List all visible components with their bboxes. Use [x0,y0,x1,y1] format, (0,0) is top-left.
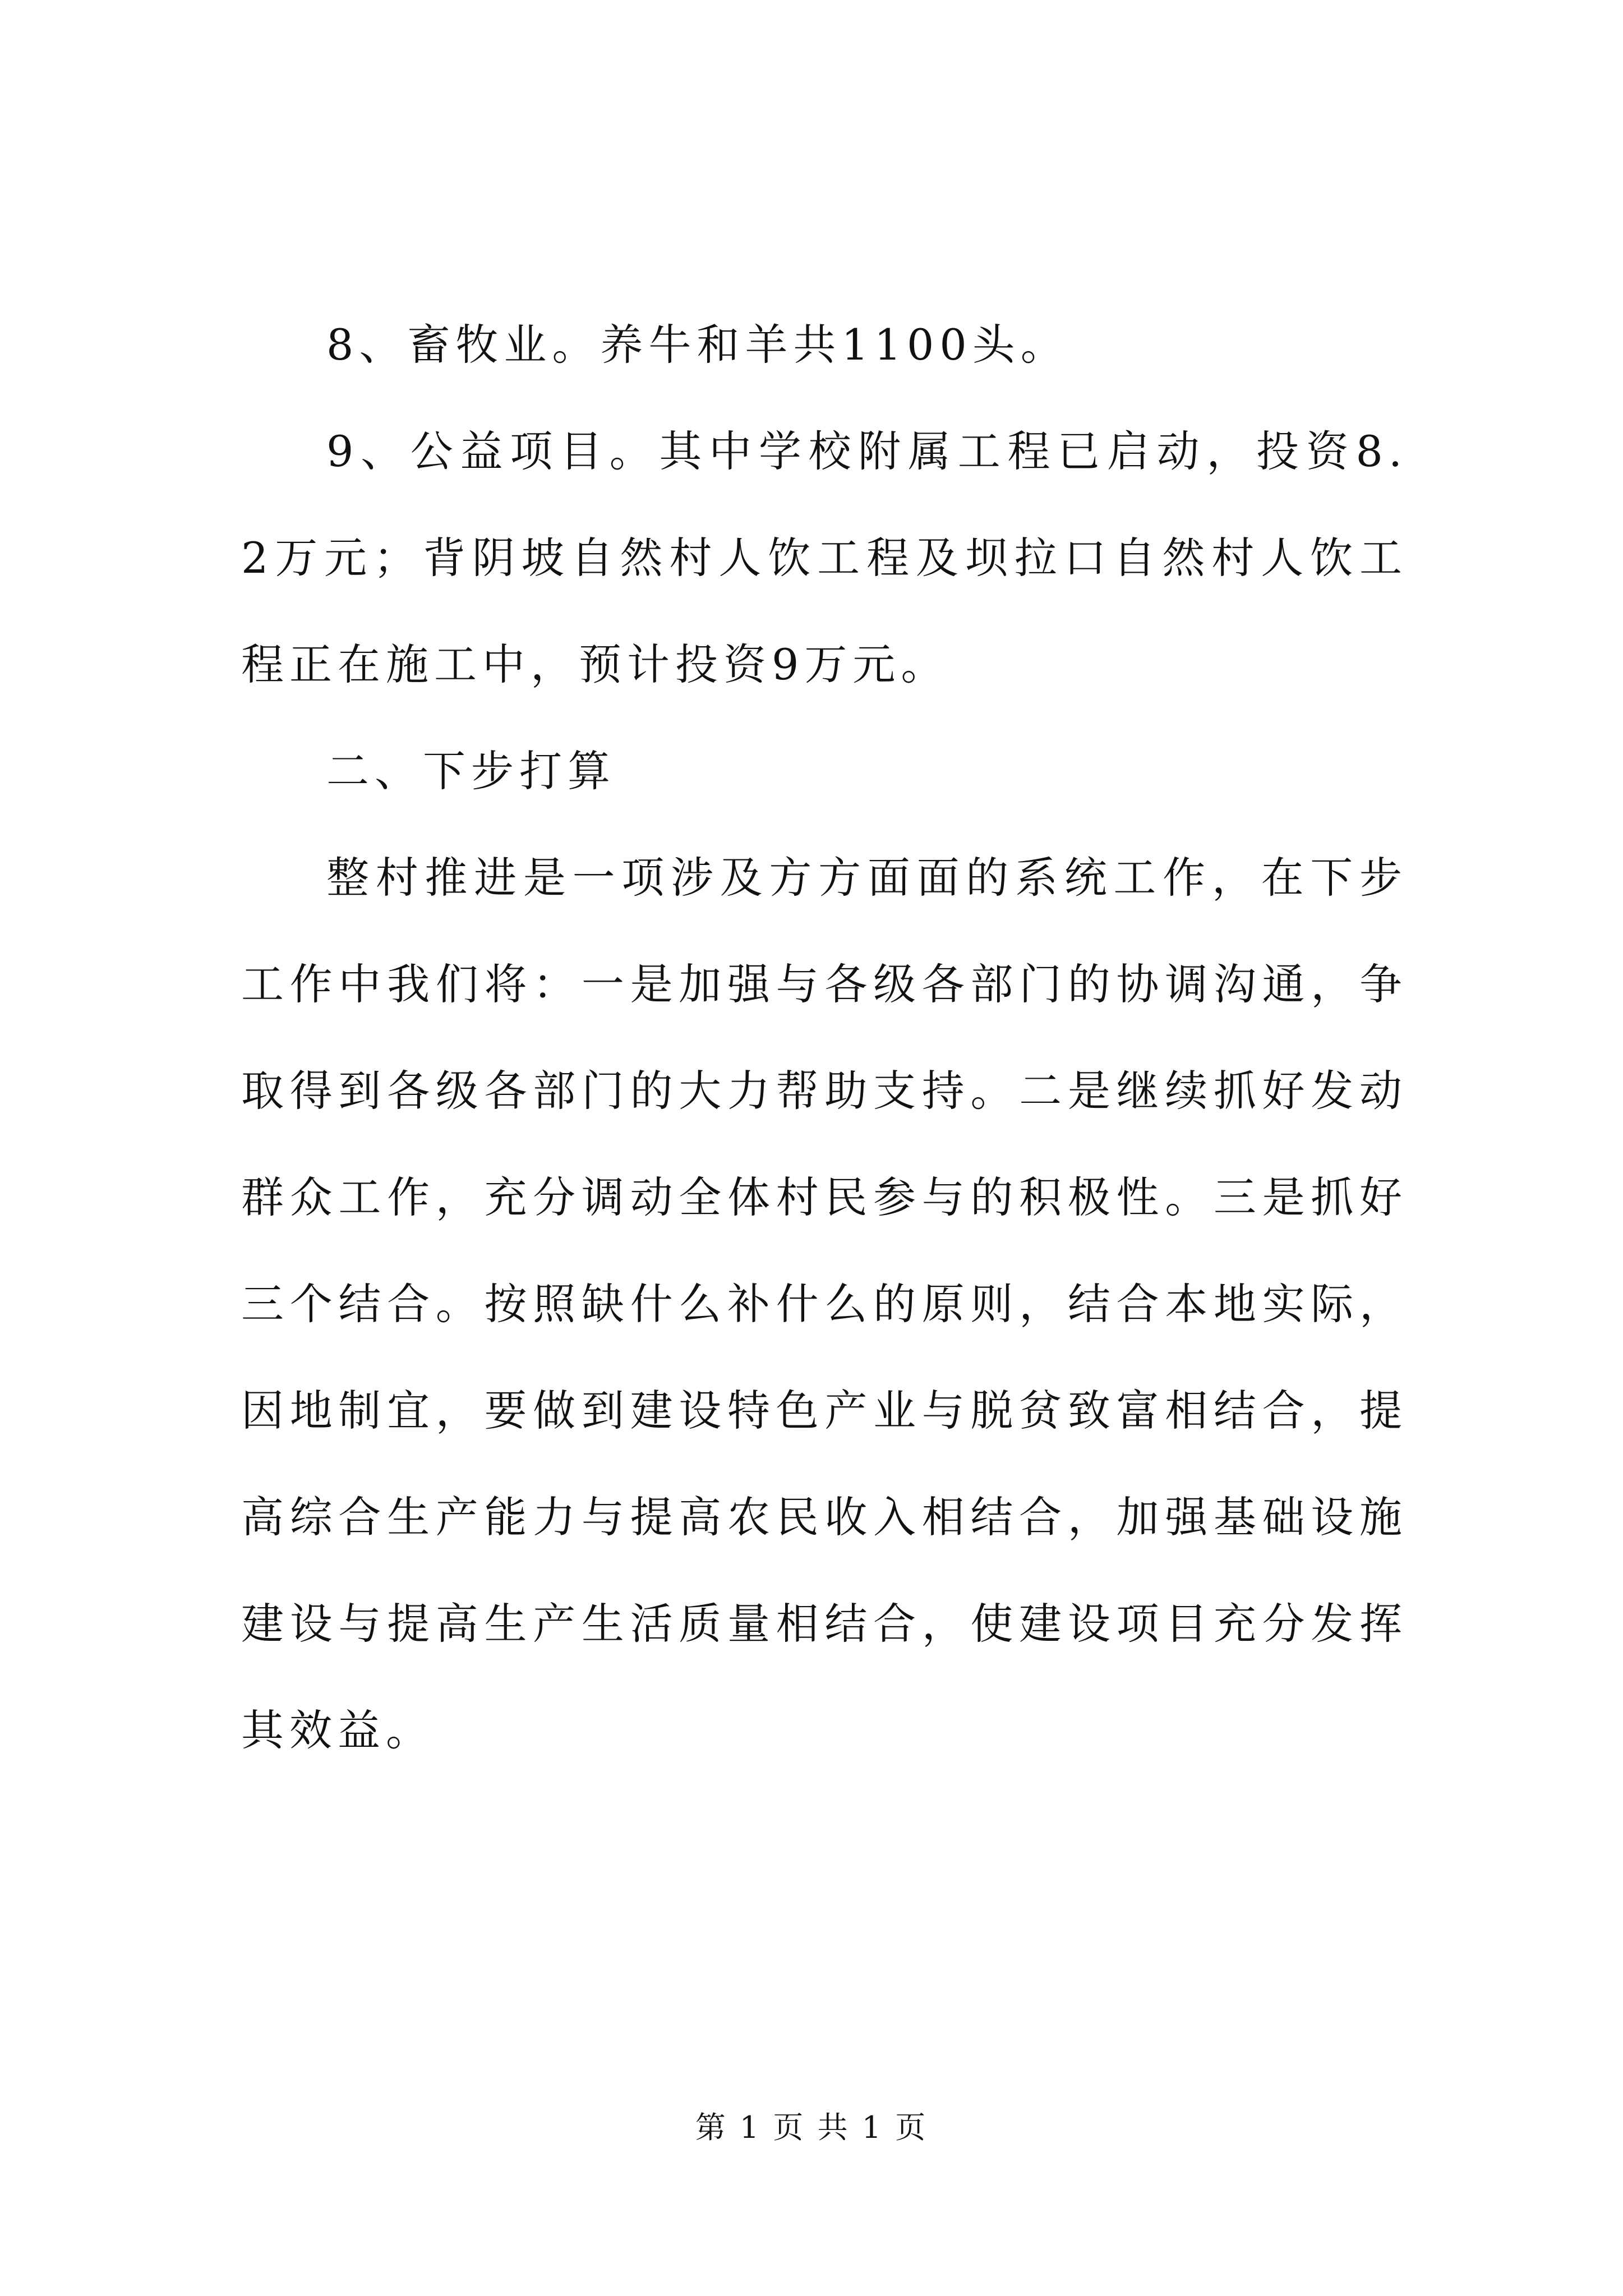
document-body [241,292,1408,1784]
paragraph-next-steps: 整村推进是一项涉及方方面面的系统工作，在下步工作中我们将：一是加强与各级各部门的协调沟通，争取得到各级各部门的大力帮助支持。二是继续抓好发动群众工作，充分调动全体村民参与的积极性。三是抓好三个结合。按照缺什么补什么的原则，结合本地实际，因地制宜，要做到建设特色产业与脱贫致富相结合，提高综合生产能力与提高农民收入相结合，加强基础设施建设与提高生产生活质量相结合，使建设项目充分发挥其效益。 [241,853,1408,1755]
paragraph-public-projects: 9、公益项目。其中学校附属工程已启动，投资8.2万元；背阴坡自然村人饮工程及坝拉口自然村人饮工程正在施工中，预计投资9万元。 [241,426,1408,689]
page-number-footer: 第 1 页 共 1 页 [695,2110,928,2145]
paragraph-livestock: 8、畜牧业。养牛和羊共1100头。 [326,320,1069,370]
section-heading-next-steps: 二、下步打算 [326,746,616,796]
